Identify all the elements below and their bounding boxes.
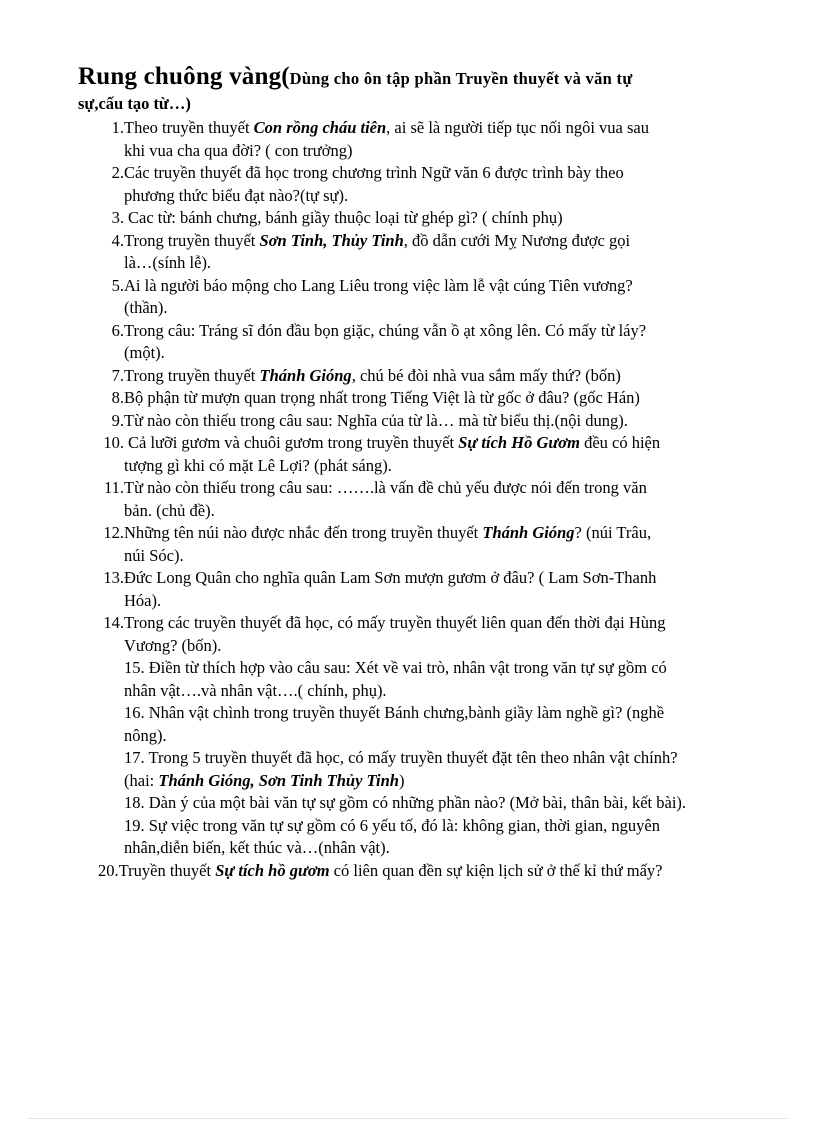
question-title-emphasis: Thánh Gióng [482, 523, 575, 542]
question-text-cont: là…(sính lễ). [124, 253, 212, 272]
question-text-cont: nhân,diễn biến, kết thúc và…(nhân vật). [124, 838, 390, 857]
question-item [78, 365, 746, 388]
question-item [78, 747, 746, 792]
question-number: 6. [111, 320, 124, 340]
question-text-cont: bản. (chủ đề). [124, 500, 215, 520]
question-text: Những tên núi nào được nhắc đến trong truyền thuyết [124, 523, 483, 542]
question-text-cont: tượng gì khi có mặt Lê Lợi? (phát sáng). [124, 455, 392, 475]
title-paren: ( [281, 63, 290, 90]
question-text-cont: Hóa). [124, 590, 162, 610]
question-item [78, 432, 746, 477]
question-text: , ai sẽ là người tiếp tục nối ngôi vua sau [386, 118, 649, 137]
question-text: Ai là người báo mộng cho Lang Liêu trong việc làm lễ vật cúng Tiên vương? [124, 275, 633, 295]
question-title-emphasis: Thánh Gióng, Sơn Tinh Thủy Tinh [158, 770, 399, 790]
question-text: Dàn ý của một bài văn tự sự gồm có những phần nào? (Mở bài, thân bài, kết bài). [144, 793, 687, 812]
question-text: có liên quan đền sự kiện lịch sử ở thế kỉ thứ mấy? [329, 860, 663, 880]
question-text-cont: phương thức biểu đạt nào?(tự sự). [124, 185, 349, 205]
question-number: 14. [103, 613, 124, 632]
question-number: 15. [124, 658, 145, 677]
title-line [78, 64, 746, 93]
question-number: 18. [124, 793, 145, 812]
question-item [78, 275, 746, 320]
question-text: Sự việc trong văn tự sự gồm có 6 yếu tố, đó là: không gian, thời gian, nguyên [144, 815, 660, 835]
question-item [78, 522, 746, 567]
question-text-cont: nông). [124, 725, 167, 745]
question-text: Bộ phận từ mượn quan trọng nhất trong Tiếng Việt là từ gốc ở đâu? (gốc Hán) [124, 388, 640, 407]
question-number: 19. [124, 815, 145, 835]
question-number: 10. [103, 433, 124, 452]
document-page [78, 64, 746, 882]
question-text-cont: khi vua cha qua đời? ( con trưởng) [124, 140, 353, 160]
question-text: Trong các truyền thuyết đã học, có mấy truyền thuyết liên quan đến thời đại Hùng [124, 613, 666, 632]
question-number: 7. [111, 365, 124, 385]
question-text-cont: núi Sóc). [124, 545, 184, 565]
question-text: Đức Long Quân cho nghĩa quân Lam Sơn mượn gươm ở đâu? ( Lam Sơn-Thanh [124, 568, 657, 587]
question-title-emphasis: Sự tích hồ gươm [215, 860, 330, 880]
question-item [78, 657, 746, 702]
question-text: Theo truyền thuyết [124, 118, 254, 137]
question-item [78, 320, 746, 365]
question-text: , đồ dẫn cưới Mỵ Nương được gọi [403, 230, 631, 250]
question-number: 5. [111, 275, 124, 295]
question-item [78, 567, 746, 612]
question-text: , chú bé đòi nhà vua sắm mấy thứ? (bốn) [351, 365, 621, 385]
question-text: Từ nào còn thiếu trong câu sau: …….là vấn đề chủ yếu được nói đến trong văn [124, 478, 647, 497]
page-bottom-divider [28, 1118, 788, 1119]
question-text: Trong truyền thuyết [124, 365, 260, 385]
question-text-cont: Vương? (bốn). [124, 635, 222, 655]
question-text: Điền từ thích hợp vào câu sau: Xét về vai trò, nhân vật trong văn tự sự gồm có [144, 658, 667, 677]
question-item [78, 410, 746, 433]
question-number: 3. [111, 208, 124, 227]
question-number: 13. [103, 568, 124, 587]
question-number: 17. [124, 748, 145, 767]
question-title-emphasis: Thánh Gióng [259, 365, 352, 385]
question-item [78, 117, 746, 162]
question-text-cont: ) [398, 770, 405, 790]
title-main: Rung chuông vàng [78, 63, 282, 90]
question-number: 9. [111, 410, 124, 430]
question-number: 1. [111, 118, 124, 137]
question-text: Từ nào còn thiếu trong câu sau: Nghĩa của từ là… mà từ biểu thị.(nội dung). [124, 410, 628, 430]
question-title-emphasis: Sơn Tinh, Thủy Tinh [259, 230, 404, 250]
question-number: 4. [111, 230, 124, 250]
question-text: Trong 5 truyền thuyết đã học, có mấy truyền thuyết đặt tên theo nhân vật chính? [144, 748, 678, 767]
question-text: Cả lưỡi gươm và chuôi gươm trong truyền thuyết [128, 433, 459, 452]
question-text-cont: nhân vật….và nhân vật….( chính, phụ). [124, 680, 387, 700]
question-item [78, 860, 746, 883]
question-number: 8. [111, 388, 124, 407]
question-text-cont: (một). [124, 343, 165, 362]
question-item [78, 612, 746, 657]
question-text: ? (núi Trâu, [574, 523, 652, 542]
question-text: Các truyền thuyết đã học trong chương trình Ngữ văn 6 được trình bày theo [124, 163, 624, 182]
question-number: 16. [124, 703, 145, 722]
question-item [78, 702, 746, 747]
question-title-emphasis: Sự tích Hồ Gươm [458, 433, 580, 452]
question-item [78, 162, 746, 207]
question-number: 12. [103, 523, 124, 542]
question-item [78, 230, 746, 275]
question-title-emphasis: Con rồng cháu tiên [253, 118, 387, 137]
question-item [78, 792, 746, 815]
question-item [78, 387, 746, 410]
title-subtitle: Dùng cho ôn tập phần Truyền thuyết và văn tự [289, 69, 633, 88]
question-item [78, 477, 746, 522]
question-text-cont: (hai: [124, 770, 159, 790]
question-text: đều có hiện [579, 433, 661, 452]
question-text: Trong câu: Tráng sĩ đón đầu bọn giặc, chúng vẫn ồ ạt xông lên. Có mấy từ láy? [124, 320, 647, 340]
question-text: Truyền thuyết [118, 860, 216, 880]
question-number: 20. [98, 860, 119, 880]
question-item [78, 207, 746, 230]
question-number: 11. [103, 478, 124, 497]
question-text: Cac từ: bánh chưng, bánh giầy thuộc loại từ ghép gì? ( chính phụ) [128, 208, 563, 227]
question-text-cont: (thần). [124, 298, 168, 317]
question-number: 2. [111, 163, 124, 182]
question-item [78, 815, 746, 860]
question-text: Trong truyền thuyết [124, 230, 260, 250]
question-text: Nhân vật chình trong truyền thuyết Bánh chưng,bành giầy làm nghề gì? (nghề [144, 703, 665, 722]
title-subtitle-line2: sự,cấu tạo từ…) [78, 94, 191, 113]
